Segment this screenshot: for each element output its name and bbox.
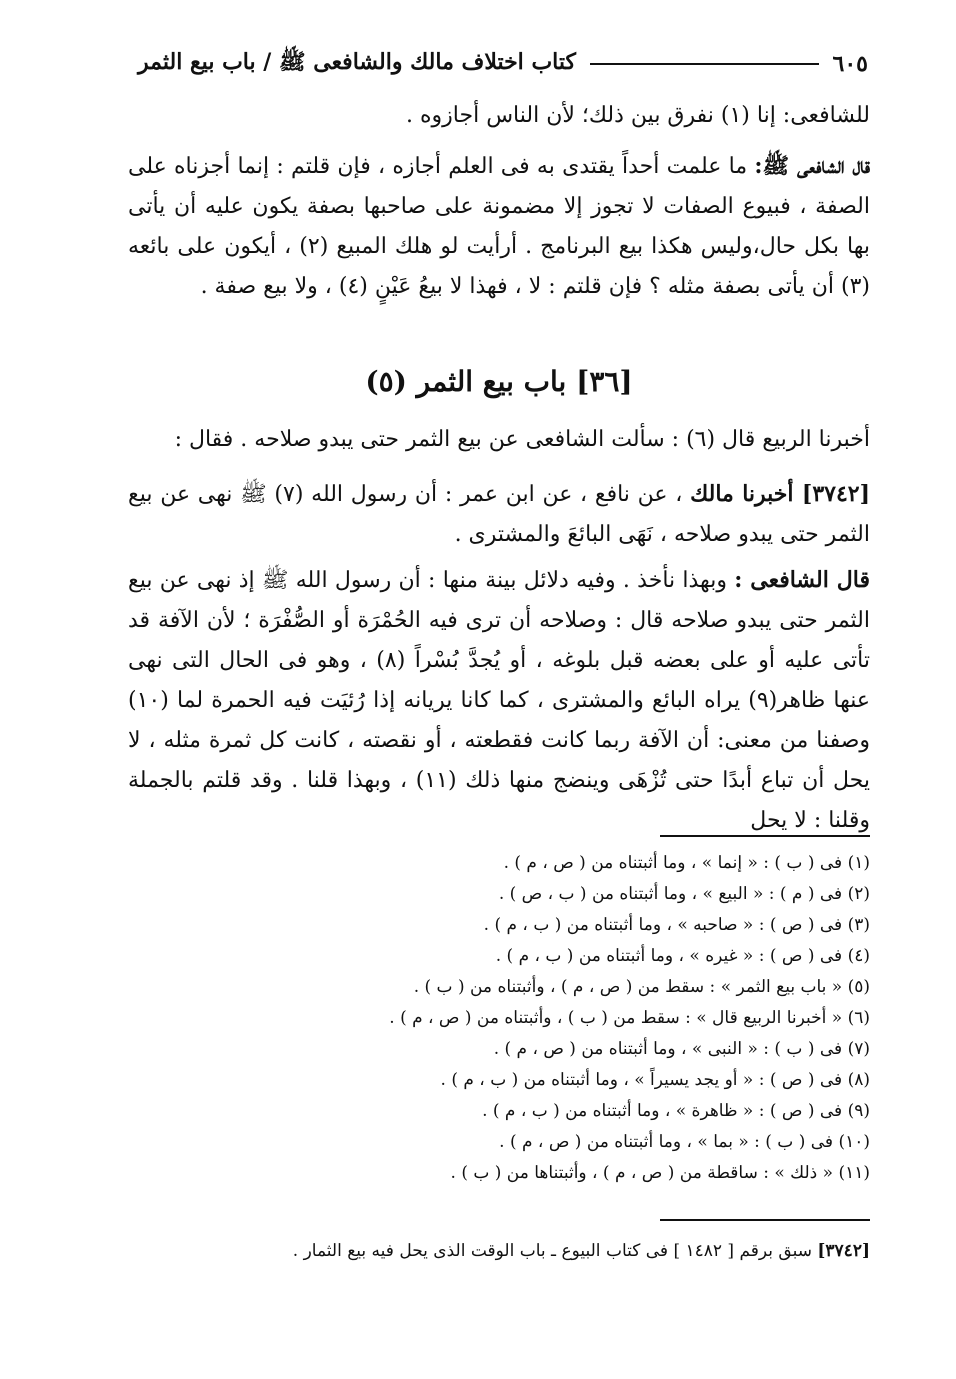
footnote-item: (٧) فى ( ب ) : « النبى » ، وما أثبتناه من ( ص ، م ) . xyxy=(493,1039,870,1059)
footnote-item: (٤) فى ( ص ) : « غيره » ، وما أثبتناه من ( ب ، م ) . xyxy=(495,946,870,966)
crossref-divider xyxy=(660,1219,870,1221)
paragraph-commentary xyxy=(128,560,870,841)
footnote-item: (٦) « أخبرنا الربيع قال » : سقط من ( ب ) ، وأثبتناه من ( ص ، م ) . xyxy=(389,1008,870,1028)
footnote-item: (٣) فى ( ص ) : « صاحبه » ، وما أثبتناه من ( ب ، م ) . xyxy=(483,915,870,935)
paragraph-lead: قال الشافعى : xyxy=(734,567,871,593)
page-number: ٦٠٥ xyxy=(832,51,868,77)
paragraph-text: ما علمت أحداً يقتدى به فى العلم أجازه ، فإن قلتم : إنما أجزناه على الصفة ، فبيوع الصفات لا تجوز إلا مضمونة على صاحبها بصفة يكون عليه أن يأتى بها بكل حال،وليس هكذا بيع البرنامج . أرأيت لو هلك المبيع (٢) ، أيكون على بائعه (٣) أن يأتى بصفة مثله ؟ فإن قلتم : لا ، فهذا لا بيعُ عَيْنٍ (٤) ، ولا بيع صفة . xyxy=(128,154,870,299)
crossref-note xyxy=(200,1236,870,1266)
footnote-item: (٢) فى ( م ) : « البيع » ، وما أثبتناه من ( ب ، ص ) . xyxy=(498,884,870,904)
paragraph-shafii-reply xyxy=(128,146,870,307)
footnote-item: (١٠) فى ( ب ) : « بما » ، وما أثبتناه من ( ص ، م ) . xyxy=(499,1132,870,1152)
footnote-item: (٩) فى ( ص ) : « ظاهرة » ، وما أثبتناه من ( ب ، م ) . xyxy=(482,1101,870,1121)
running-header xyxy=(138,44,868,84)
footnote-item: (٥) « باب بيع الثمر » : سقط من ( ص ، م ) ، وأثبتناه من ( ب ) . xyxy=(413,977,870,997)
header-rule xyxy=(590,63,819,65)
header-title: كتاب اختلاف مالك والشافعى ﷺ / باب بيع الثمر xyxy=(138,49,576,75)
footnote-item: (٨) فى ( ص ) : « أو يجد يسيراً » ، وما أثبتناه من ( ب ، م ) . xyxy=(440,1070,870,1090)
footnote-item: (١١) « ذلك » : ساقطة من ( ص ، م ) ، وأثبتناها من ( ب ) . xyxy=(450,1163,870,1183)
hadith-number: [٣٧٤٢] أخبرنا مالك xyxy=(690,481,871,507)
footnotes-list xyxy=(330,848,870,1189)
paragraph-lead: قال الشافعى ﷺ: xyxy=(754,153,870,179)
paragraph-intro: أخبرنا الربيع قال (٦) : سألت الشافعى عن بيع الثمر حتى يبدو صلاحه . فقال : xyxy=(174,427,870,452)
paragraph-text: وبهذا نأخذ . وفيه دلائل بينة منها : أن رسول الله ﷺ إذ نهى عن بيع الثمر حتى يبدو صلاحه قال : وصلاحه أن ترى فيه الحُمْرَة أو الصُّفْرَة ؛ لأن الآفة قد تأتى عليه أو على بعضه قبل بلوغه ، أو يُجدَّ بُسْراً (٨) ، وهو فى الحال التى نهى عنها ظاهر(٩) يراه البائع والمشترى ، كما كانا يريانه إذا رُئيَت فيه الحمرة لما (١٠) وصفنا من معنى: أن الآفة ربما كانت فقطعته ، أو نقصته ، كانت كل ثمرة مثله ، لا يحل أن تباع أبدًا حتى تُزْهَى وينضج منها ذلك (١١) ، وبهذا قلنا . وقد قلتم بالجملة وقلنا : لا يحل xyxy=(128,568,870,833)
crossref-text: سبق برقم [ ١٤٨٢ ] فى كتاب البيوع ـ باب الوقت الذى يحل فيه بيع الثمار . xyxy=(292,1241,818,1261)
section-title: [٣٦] باب بيع الثمر (٥) xyxy=(365,365,633,398)
crossref-number: [٣٧٤٢] xyxy=(817,1241,870,1261)
footnote-item: (١) فى ( ب ) : « إنما » ، وما أثبتناه من ( ص ، م ) . xyxy=(503,853,870,873)
paragraph-text: ، عن نافع ، عن ابن عمر : أن رسول الله (٧) ﷺ نهى عن بيع الثمر حتى يبدو صلاحه ، نَهَى البائعَ والمشترى . xyxy=(128,482,870,547)
footnote-divider xyxy=(660,835,870,837)
paragraph-continuation: للشافعى: إنا (١) نفرق بين ذلك؛ لأن الناس أجازوه . xyxy=(406,103,870,128)
paragraph-hadith xyxy=(128,474,870,555)
